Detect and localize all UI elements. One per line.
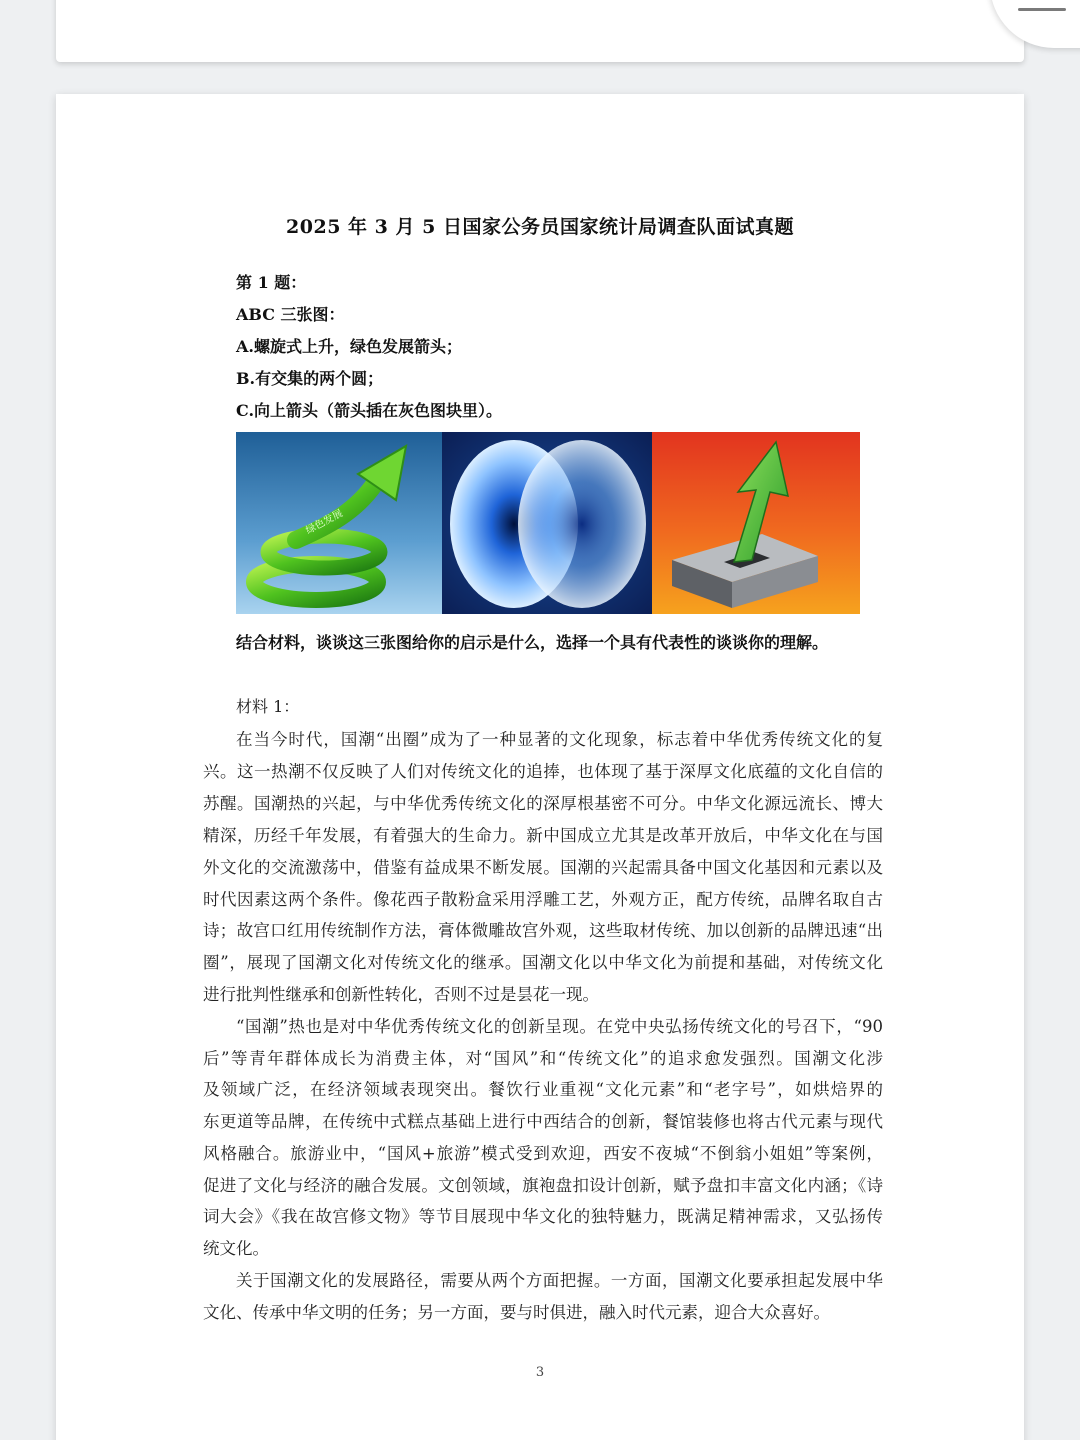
three-image-figure bbox=[236, 432, 860, 614]
body-line: 词大会》《我在故宫修文物》等节目展现中华文化的独特魅力，既满足精神需求，又弘扬传 bbox=[203, 1207, 883, 1226]
question-number: 第 1 题： bbox=[236, 273, 307, 292]
figure-a-spiral-arrow bbox=[236, 432, 442, 614]
body-line: 风格融合。旅游业中，“国风+旅游”模式受到欢迎，西安不夜城“不倒翁小姐姐”等案例， bbox=[203, 1144, 883, 1163]
option-a: A.螺旋式上升，绿色发展箭头； bbox=[236, 337, 462, 356]
ribbon-label: 绿色发展 bbox=[304, 508, 345, 537]
figure-c-arrow-in-block bbox=[652, 432, 860, 614]
body-line: 苏醒。国潮热的兴起，与中华优秀传统文化的深厚根基密不可分。中华文化源远流长、博大 bbox=[203, 794, 883, 813]
body-line: “国潮”热也是对中华优秀传统文化的创新呈现。在党中央弘扬传统文化的号召下，“90 bbox=[236, 1017, 883, 1036]
material-label: 材料 1： bbox=[236, 697, 300, 716]
menu-handle-icon[interactable] bbox=[1018, 8, 1066, 11]
body-line: 兴。这一热潮不仅反映了人们对传统文化的追捧，也体现了基于深厚文化底蕴的文化自信的 bbox=[203, 762, 883, 781]
page-title: 2025 年 3 月 5 日国家公务员国家统计局调查队面试真题 bbox=[286, 216, 794, 238]
body-line: 诗；故宫口红用传统制作方法，膏体微雕故宫外观，这些取材传统、加以创新的品牌迅速“出 bbox=[203, 921, 883, 940]
body-line: 进行批判性继承和创新性转化，否则不过是昙花一现。 bbox=[203, 985, 599, 1004]
question-intro: ABC 三张图： bbox=[236, 305, 345, 324]
option-c: C.向上箭头（箭头插在灰色图块里）。 bbox=[236, 401, 503, 420]
body-line: 关于国潮文化的发展路径，需要从两个方面把握。一方面，国潮文化要承担起发展中华 bbox=[236, 1271, 883, 1290]
body-line: 外文化的交流激荡中，借鉴有益成果不断发展。国潮的兴起需具备中国文化基因和元素以及 bbox=[203, 858, 883, 877]
previous-page bbox=[56, 0, 1024, 62]
body-line: 促进了文化与经济的融合发展。文创领域，旗袍盘扣设计创新，赋予盘扣丰富文化内涵；《诗 bbox=[203, 1176, 883, 1195]
body-line: 文化、传承中华文明的任务；另一方面，要与时俱进，融入时代元素，迎合大众喜好。 bbox=[203, 1303, 830, 1322]
body-line: 圈”，展现了国潮文化对传统文化的继承。国潮文化以中华文化为前提和基础，对传统文化 bbox=[203, 953, 883, 972]
question-prompt: 结合材料，谈谈这三张图给你的启示是什么，选择一个具有代表性的谈谈你的理解。 bbox=[236, 633, 829, 652]
body-line: 东更道等品牌，在传统中式糕点基础上进行中西结合的创新，餐馆装修也将古代元素与现代 bbox=[203, 1112, 883, 1131]
body-line: 时代因素这两个条件。像花西子散粉盒采用浮雕工艺，外观方正，配方传统，品牌名取自古 bbox=[203, 890, 883, 909]
option-b: B.有交集的两个圆； bbox=[236, 369, 384, 388]
body-line: 及领域广泛，在经济领域表现突出。餐饮行业重视“文化元素”和“老字号”，如烘焙界的 bbox=[203, 1080, 883, 1099]
body-line: 在当今时代，国潮“出圈”成为了一种显著的文化现象，标志着中华优秀传统文化的复 bbox=[236, 730, 883, 749]
body-line: 统文化。 bbox=[203, 1239, 269, 1258]
body-line: 后”等青年群体成长为消费主体，对“国风”和“传统文化”的追求愈发强烈。国潮文化涉 bbox=[203, 1049, 883, 1068]
body-line: 精深，历经千年发展，有着强大的生命力。新中国成立尤其是改革开放后，中华文化在与国 bbox=[203, 826, 883, 845]
page-number: 3 bbox=[535, 1365, 545, 1380]
figure-b-intersecting-circles bbox=[442, 432, 652, 614]
